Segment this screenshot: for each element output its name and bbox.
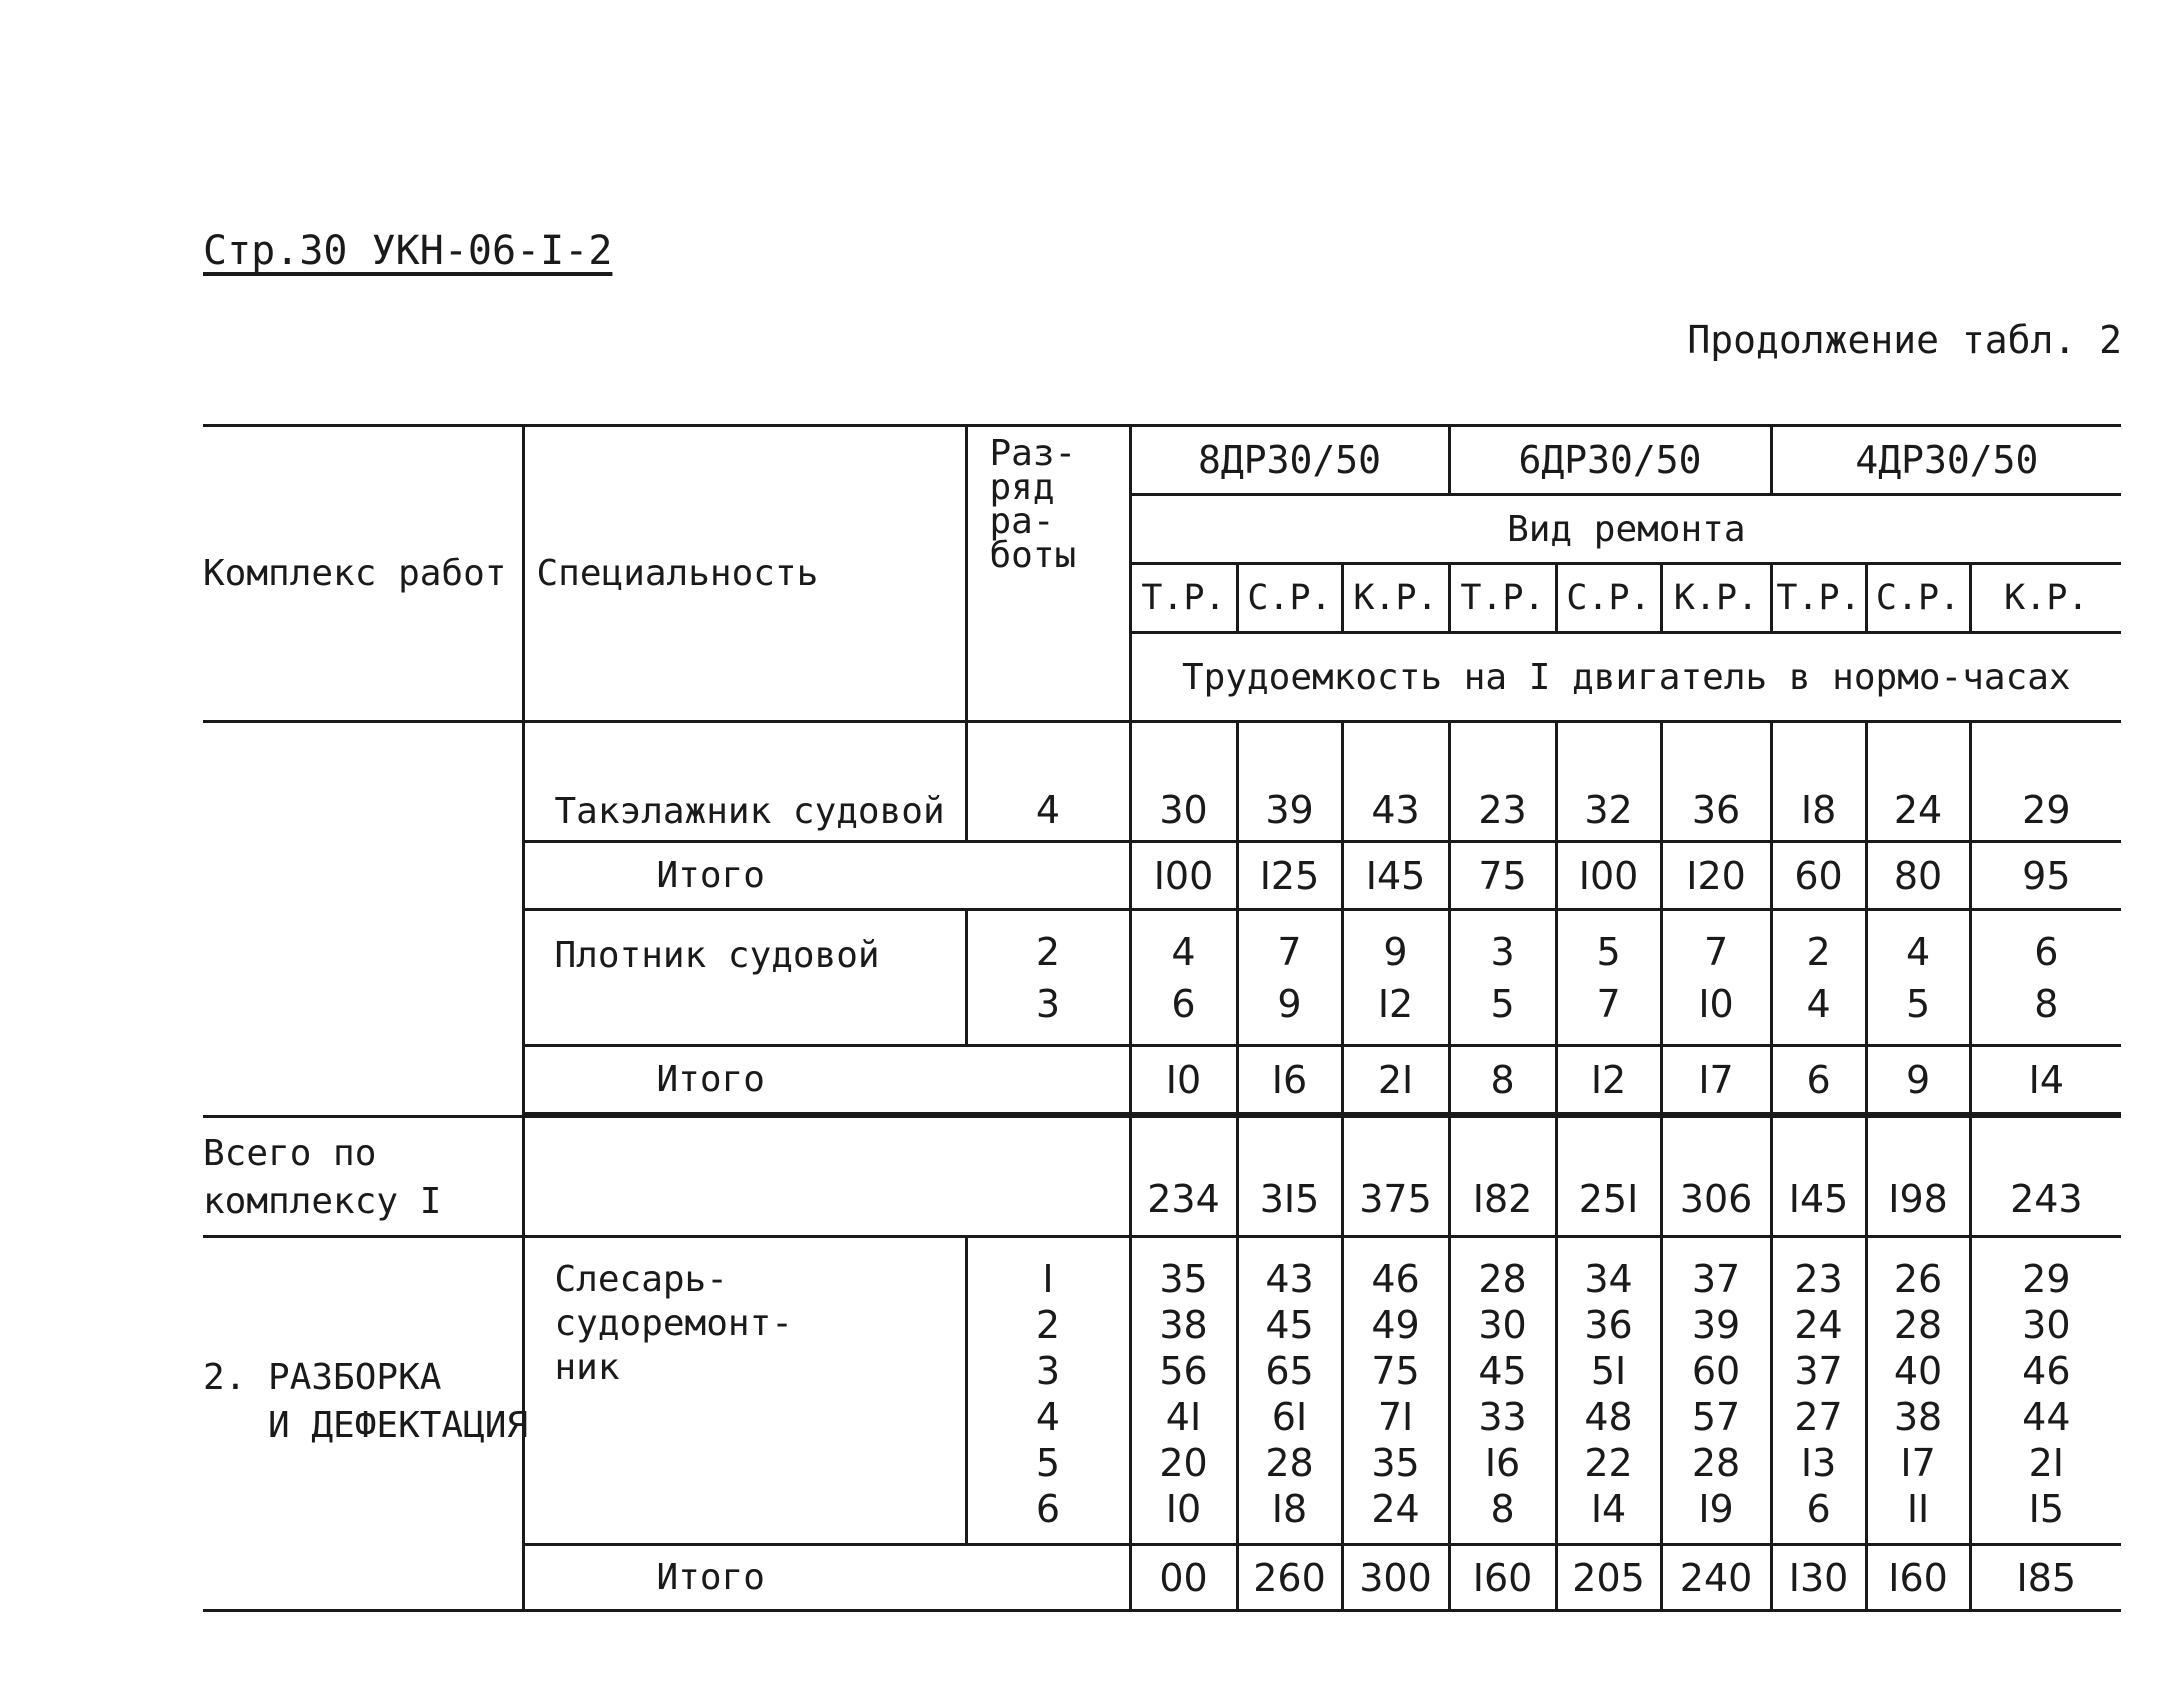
header-rank-line: ра- [989,501,1055,542]
value: 7 [1277,929,1302,974]
spec-carpenter: Плотник судовой [523,910,966,1046]
total-value: 95 [1970,842,2121,910]
complex-total-line: комплексу I [203,1181,442,1222]
value: 4I [1165,1395,1202,1439]
value-cell [1449,1237,1556,1545]
header-complex [203,426,523,722]
value: 37 [1691,1257,1741,1301]
rank-value: 5 [1035,1441,1061,1485]
value: 28 [1893,1303,1943,1347]
rank-value: 3 [1035,981,1061,1026]
rank-cell: 4 [966,722,1130,842]
rank-value: 2 [1035,1303,1061,1347]
value: 8 [2034,981,2059,1026]
value: 57 [1691,1395,1741,1439]
value: 24 [1794,1303,1843,1347]
total-value: 260 [1237,1545,1342,1611]
value: 27 [1794,1395,1843,1439]
value: 5 [1905,981,1931,1026]
value-cell: 36 [1661,722,1771,842]
total-value: 6 [1771,1046,1866,1114]
value: 7 [1703,929,1729,974]
value: 40 [1893,1349,1943,1393]
sub-col-header: Т.Р. [1449,564,1556,633]
value: 45 [1478,1349,1527,1393]
complex-disassembly-line: И ДЕФЕКТАЦИЯ [203,1405,529,1446]
value: 24 [1371,1487,1420,1531]
value: I4 [1590,1487,1627,1531]
labor-units-label: Трудоемкость на I двигатель в нормо-часах [1130,633,2121,722]
value: 30 [2022,1303,2071,1347]
spec-rigger: Такэлажник судовой [523,722,966,842]
sub-col-header: С.Р. [1237,564,1342,633]
total-value: I30 [1771,1545,1866,1611]
value: 2 [1806,929,1831,974]
value: 3 [1490,929,1515,974]
value: 46 [2022,1349,2071,1393]
complex-total-value: 306 [1661,1117,1771,1237]
value: I3 [1800,1441,1837,1485]
value: 4 [1806,981,1831,1026]
value-cell [1556,910,1661,1046]
total-value: 75 [1449,842,1556,910]
value-cell [1556,1237,1661,1545]
value: 35 [1371,1441,1420,1485]
value-cell [1970,1237,2121,1545]
total-value: I2 [1556,1046,1661,1114]
header-rank-line: Раз- [989,433,1077,474]
complex-total-value: 375 [1342,1117,1449,1237]
value: 34 [1584,1257,1633,1301]
rank-value: 4 [1035,1395,1061,1439]
value: 49 [1371,1303,1420,1347]
value-cell [1237,1237,1342,1545]
value-cell [1449,910,1556,1046]
total-value: 8 [1449,1046,1556,1114]
value: I9 [1698,1487,1734,1531]
total-value: I45 [1342,842,1449,910]
value-cell: 39 [1237,722,1342,842]
value-cell: I8 [1771,722,1866,842]
total-value: I60 [1866,1545,1970,1611]
total-label: Итого [523,842,1130,910]
complex-total-value: 3I5 [1237,1117,1342,1237]
value-cell [1342,910,1449,1046]
value-cell [1130,1237,1237,1545]
total-value: I0 [1130,1046,1237,1114]
value-cell [1342,1237,1449,1545]
total-value: 60 [1771,842,1866,910]
complex-total-value: 234 [1130,1117,1237,1237]
value-cell [1237,910,1342,1046]
value: 39 [1691,1303,1741,1347]
value: II [1906,1487,1930,1531]
value: 35 [1159,1257,1208,1301]
total-value: I25 [1237,842,1342,910]
value-cell [1970,910,2121,1046]
complex-total-value: I82 [1449,1117,1556,1237]
total-label: Итого [523,1545,1130,1611]
engine-8dr: 8ДР30/50 [1130,426,1449,495]
value: I8 [1271,1487,1308,1531]
complex-total-value: I98 [1866,1117,1970,1237]
sub-col-header: К.Р. [1661,564,1771,633]
header-rank-line: боты [989,535,1077,576]
value-cell [1771,1237,1866,1545]
value: 7 [1596,981,1621,1026]
value: 6 [1806,1487,1831,1531]
value: 9 [1383,929,1408,974]
value: 8 [1490,1487,1515,1531]
header-complex-label: Комплекс работ [203,552,507,594]
value: 38 [1893,1395,1943,1439]
value: 23 [1794,1257,1843,1301]
value-cell [1661,910,1771,1046]
value: 2I [2028,1441,2065,1485]
complex-total-empty [523,1117,1130,1237]
total-value: 00 [1130,1545,1237,1611]
value: 29 [2022,1257,2071,1301]
sub-col-header: К.Р. [1342,564,1449,633]
value: 43 [1265,1257,1314,1301]
value: 4 [1905,929,1931,974]
total-value: 80 [1866,842,1970,910]
sub-col-header: Т.Р. [1130,564,1237,633]
complex-disassembly [203,1237,529,1611]
engine-6dr: 6ДР30/50 [1449,426,1771,495]
table-row-disassembly [203,1237,2121,1545]
value: 46 [1371,1257,1420,1301]
rank-value: 2 [1035,929,1061,974]
total-value: I6 [1237,1046,1342,1114]
value: 7I [1377,1395,1414,1439]
value: 45 [1265,1303,1314,1347]
value: 44 [2022,1395,2071,1439]
complex-total-value: I45 [1771,1117,1866,1237]
complex-cell-empty [203,722,523,1117]
spec-fitter-line: Слесарь-судоремонт- [554,1259,793,1344]
value: I6 [1484,1441,1521,1485]
value: 6I [1271,1395,1308,1439]
value: 5 [1596,929,1621,974]
value: 36 [1584,1303,1633,1347]
repair-type-label: Вид ремонта [1130,495,2121,564]
rank-value: 6 [1035,1487,1061,1531]
value-cell [1771,910,1866,1046]
complex-disassembly-line: 2. РАЗБОРКА [203,1357,442,1398]
value-cell: 43 [1342,722,1449,842]
value: 48 [1584,1395,1633,1439]
value: 4 [1171,929,1196,974]
value: 28 [1265,1441,1314,1485]
spec-fitter-line: ник [554,1347,620,1388]
header-row-engines [203,426,2121,495]
value: 60 [1691,1349,1741,1393]
value: 75 [1371,1349,1420,1393]
total-value: I00 [1130,842,1237,910]
value: 6 [1171,981,1196,1026]
value: I0 [1165,1487,1202,1531]
total-value: 2I [1342,1046,1449,1114]
value: 65 [1265,1349,1314,1393]
total-value: I00 [1556,842,1661,910]
engine-4dr: 4ДР30/50 [1771,426,2121,495]
value: 5 [1490,981,1515,1026]
value-cell: 23 [1449,722,1556,842]
header-rank [966,426,1130,722]
value-cell: 24 [1866,722,1970,842]
complex-total-value: 243 [1970,1117,2121,1237]
sub-col-header: К.Р. [1970,564,2121,633]
value: 37 [1794,1349,1843,1393]
value-cell: 29 [1970,722,2121,842]
total-value: I60 [1449,1545,1556,1611]
total-value: 9 [1866,1046,1970,1114]
total-value: 205 [1556,1545,1661,1611]
value: 5I [1590,1349,1627,1393]
page-header: Стр.30 УКН-06-I-2 [203,228,613,274]
sub-col-header: С.Р. [1556,564,1661,633]
value: I0 [1698,981,1734,1026]
value: 28 [1691,1441,1741,1485]
total-value: I85 [1970,1545,2121,1611]
rank-cell [966,1237,1130,1545]
value: 6 [2034,929,2059,974]
complex-total-value: 25I [1556,1117,1661,1237]
value-cell [1866,1237,1970,1545]
header-rank-line: ряд [989,467,1055,508]
table-continuation-label: Продолжение табл. 2 [1687,318,2122,362]
complex-total-label [203,1117,523,1237]
value-cell [1661,1237,1771,1545]
value-cell: 32 [1556,722,1661,842]
value-cell [1866,910,1970,1046]
total-value: I20 [1661,842,1771,910]
value: 22 [1584,1441,1633,1485]
total-value: 240 [1661,1545,1771,1611]
table-row-rigger [203,722,2121,842]
spec-fitter [523,1237,966,1545]
value: 33 [1478,1395,1527,1439]
header-specialty [523,426,966,722]
total-value: I4 [1970,1046,2121,1114]
value: I2 [1377,981,1414,1026]
value: I7 [1900,1441,1936,1485]
value: 30 [1478,1303,1527,1347]
sub-col-header: Т.Р. [1771,564,1866,633]
value: 26 [1893,1257,1943,1301]
sub-col-header: С.Р. [1866,564,1970,633]
value: 38 [1159,1303,1208,1347]
rank-cell [966,910,1130,1046]
value-cell: 30 [1130,722,1237,842]
value-cell [1130,910,1237,1046]
labor-table [203,424,2121,1612]
rank-value: 3 [1035,1349,1061,1393]
table-row-complex-total [203,1117,2121,1237]
value: 9 [1277,981,1302,1026]
value: 28 [1478,1257,1527,1301]
header-specialty-label: Специальность [536,553,819,594]
value: 20 [1159,1441,1208,1485]
total-value: 300 [1342,1545,1449,1611]
complex-total-line: Всего по [203,1133,377,1174]
total-value: I7 [1661,1046,1771,1114]
rank-value: I [1042,1257,1054,1301]
value: 56 [1159,1349,1208,1393]
value: I5 [2028,1487,2065,1531]
total-label: Итого [523,1046,1130,1114]
